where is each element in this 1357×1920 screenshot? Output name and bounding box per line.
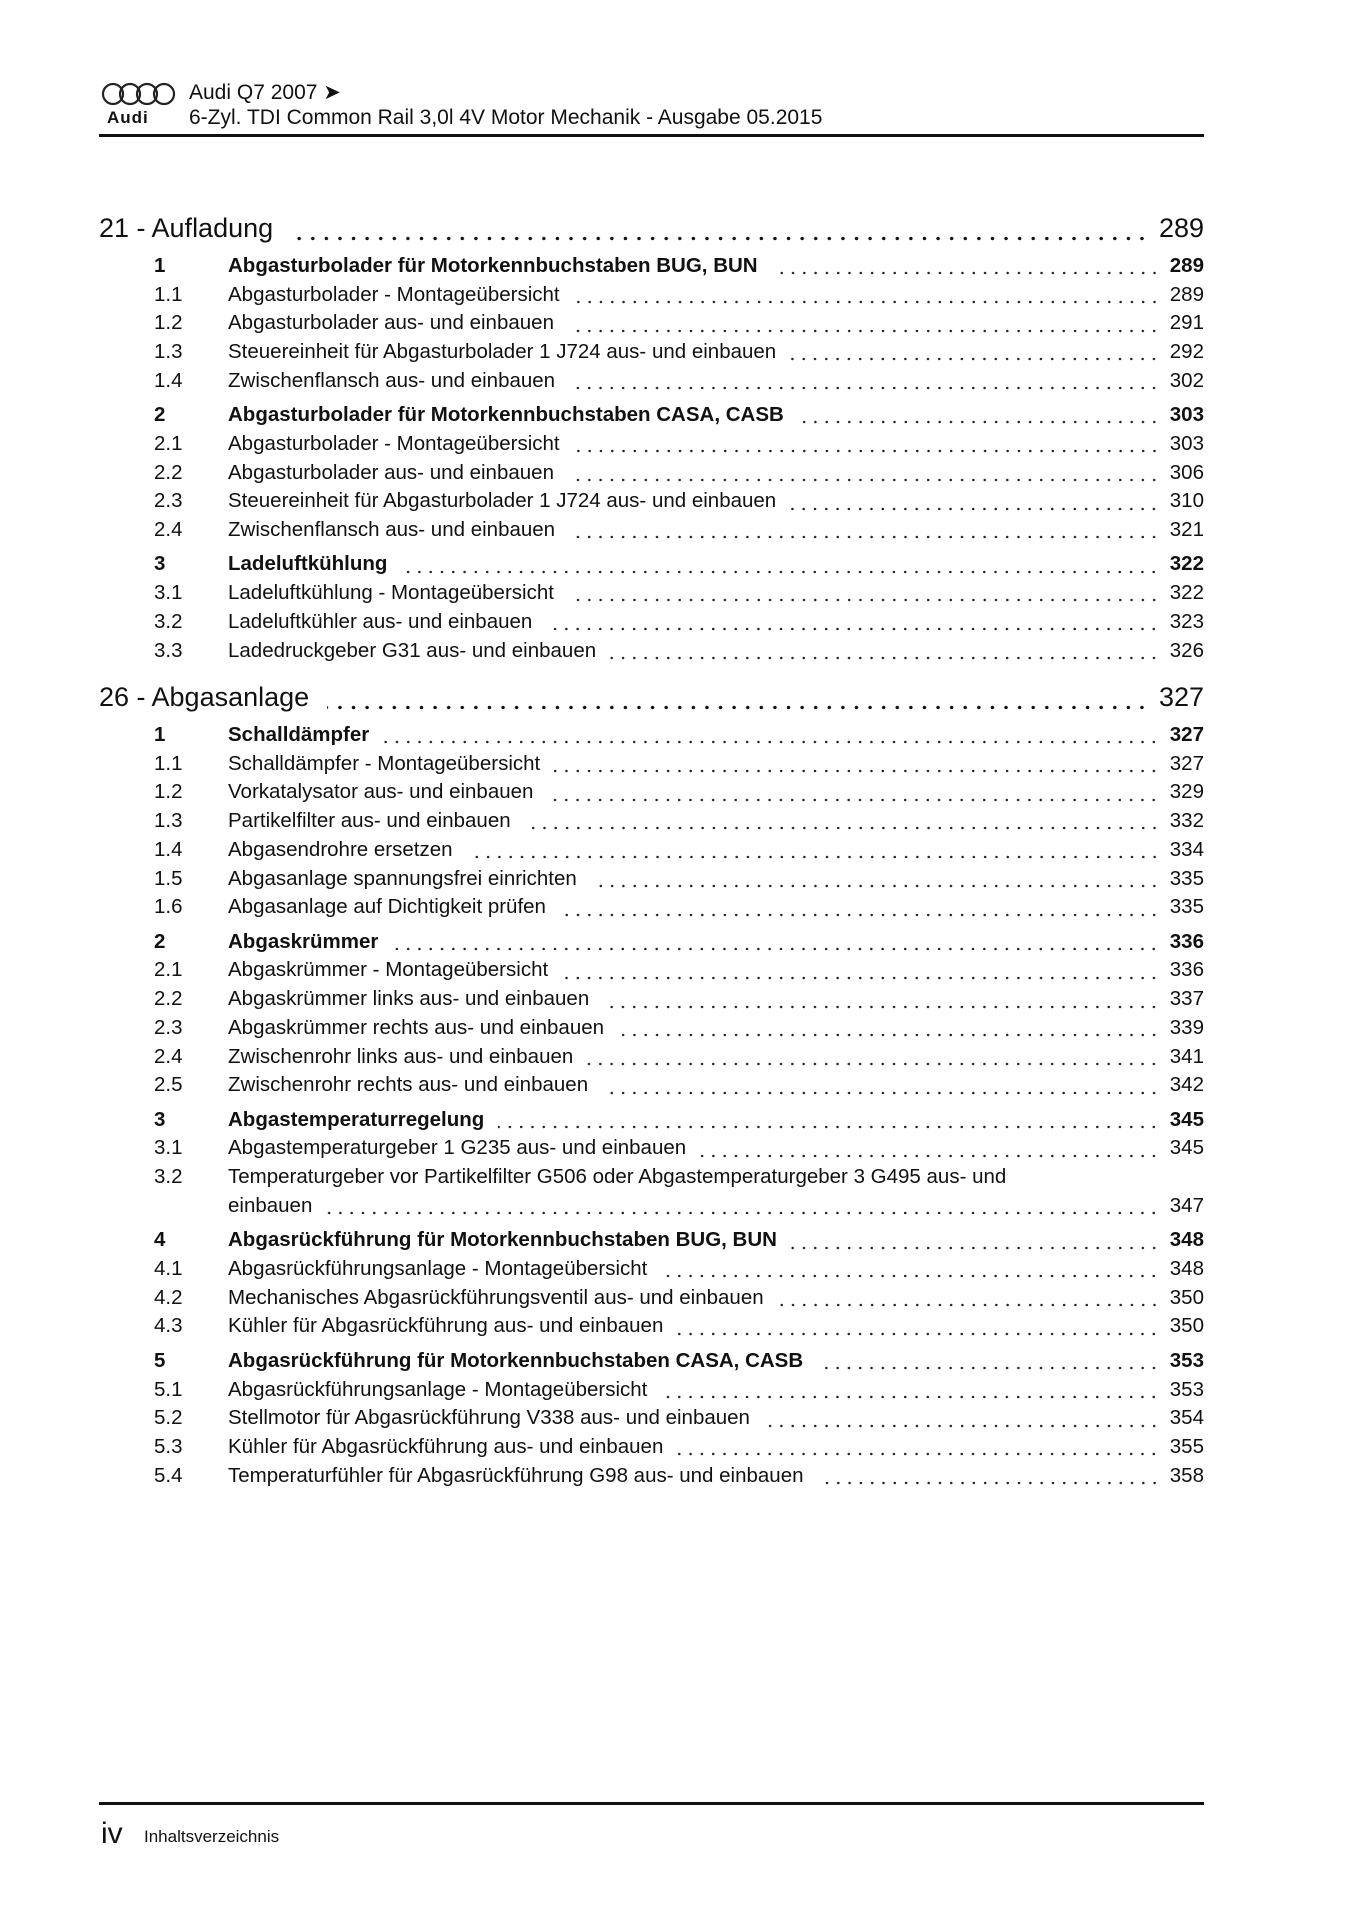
dot-leader [562, 976, 1160, 980]
audi-rings-icon [101, 82, 177, 106]
entry-title: Zwischenflansch aus- und einbauen [228, 517, 556, 541]
toc-entry[interactable] [99, 1284, 1204, 1313]
document-title: 6-Zyl. TDI Common Rail 3,0l 4V Motor Mechanik - Ausgabe 05.2015 [189, 106, 823, 129]
dot-leader [546, 627, 1159, 631]
entry-number: 4 [154, 1228, 166, 1252]
dot-leader [392, 947, 1159, 951]
entry-number: 5.3 [154, 1435, 183, 1459]
entry-page: 321 [1169, 517, 1204, 541]
entry-page: 302 [1169, 368, 1204, 392]
entry-title: Abgasrückführungsanlage - Montageübersicht [228, 1257, 648, 1281]
toc-entry[interactable] [99, 430, 1204, 459]
entry-number: 3 [154, 552, 166, 576]
toc-entry[interactable] [99, 367, 1204, 396]
toc-entry[interactable] [99, 487, 1204, 516]
entry-title: Abgasturbolader aus- und einbauen [228, 311, 554, 335]
entry-title: Abgaskrümmer links aus- und einbauen [228, 987, 590, 1011]
toc-entry[interactable] [99, 778, 1204, 807]
dot-leader [574, 449, 1160, 453]
toc-entry[interactable] [99, 338, 1204, 367]
toc-entry[interactable] [99, 750, 1204, 779]
dot-leader [618, 1033, 1160, 1037]
entry-title: Mechanisches Abgasrückführungsventil aus- und einbauen [228, 1285, 764, 1309]
entry-page: 345 [1169, 1136, 1204, 1160]
entry-page: 350 [1169, 1314, 1204, 1338]
entry-number: 1.2 [154, 311, 183, 335]
entry-title: Ladedruckgeber G31 aus- und einbauen [228, 638, 597, 662]
entry-number: 3.1 [154, 581, 183, 605]
entry-title: Kühler für Abgasrückführung aus- und einbauen [228, 1314, 664, 1338]
toc-entry[interactable] [99, 1043, 1204, 1072]
toc-entry[interactable] [99, 252, 1204, 281]
entry-number: 2.4 [154, 517, 183, 541]
chapter-heading[interactable] [99, 679, 1204, 715]
dot-leader [677, 1332, 1159, 1336]
toc-entry[interactable] [99, 309, 1204, 338]
footer-section-title: Inhaltsverzeichnis [144, 1827, 280, 1846]
entry-page: 303 [1169, 403, 1204, 427]
dot-leader [568, 478, 1160, 482]
entry-page: 339 [1169, 1015, 1204, 1039]
dot-leader [574, 300, 1160, 304]
toc-entry[interactable] [99, 1376, 1204, 1405]
entry-title: Abgaskrümmer - Montageübersicht [228, 958, 549, 982]
entry-title: Schalldämpfer - Montageübersicht [228, 751, 541, 775]
entry-title: Abgasturbolader aus- und einbauen [228, 460, 554, 484]
chapter-title: 26 - Abgasanlage [99, 682, 310, 713]
dot-leader [661, 1274, 1159, 1278]
dot-leader [554, 769, 1160, 773]
entry-page: 289 [1169, 253, 1204, 277]
dot-leader [764, 1424, 1160, 1428]
dot-leader [661, 1395, 1159, 1399]
entry-number: 2.4 [154, 1044, 183, 1068]
entry-number: 2.2 [154, 460, 183, 484]
entry-title: Abgasrückführung für Motorkennbuchstaben BUG, BUN [228, 1228, 777, 1252]
dot-leader [291, 236, 1149, 241]
entry-page: 355 [1169, 1435, 1204, 1459]
entry-page: 350 [1169, 1285, 1204, 1309]
entry-title: Abgastemperaturgeber 1 G235 aus- und einbauen [228, 1136, 687, 1160]
entry-title: Vorkatalysator aus- und einbauen [228, 780, 534, 804]
dot-leader [568, 598, 1160, 602]
entry-number: 5.2 [154, 1406, 183, 1430]
entry-title: Stellmotor für Abgasrückführung V338 aus- und einbauen [228, 1406, 750, 1430]
entry-title: Abgasturbolader - Montageübersicht [228, 282, 560, 306]
entry-page: 323 [1169, 609, 1204, 633]
entry-page: 326 [1169, 638, 1204, 662]
toc-entry[interactable] [99, 281, 1204, 310]
entry-number: 1.6 [154, 895, 183, 919]
toc-entry[interactable] [99, 550, 1204, 579]
chapter-title: 21 - Aufladung [99, 213, 274, 243]
entry-page: 348 [1169, 1257, 1204, 1281]
entry-number: 2 [154, 403, 166, 427]
toc-entry[interactable] [99, 1163, 1204, 1220]
dot-leader [569, 535, 1160, 539]
entry-number: 4.2 [154, 1285, 183, 1309]
entry-title: Abgasanlage spannungsfrei einrichten [228, 866, 577, 890]
entry-title: Temperaturgeber vor Partikelfilter G506 oder Abgastemperaturgeber 3 G495 aus- und [228, 1165, 1007, 1189]
entry-number: 5 [154, 1348, 166, 1372]
toc-entry[interactable] [99, 1255, 1204, 1284]
entry-number: 2.1 [154, 958, 183, 982]
entry-page: 310 [1169, 489, 1204, 513]
entry-title: Temperaturfühler für Abgasrückführung G98 aus- und einbauen [228, 1463, 804, 1487]
entry-page: 336 [1169, 958, 1204, 982]
entry-number: 2.5 [154, 1073, 183, 1097]
dot-leader [467, 855, 1160, 859]
chapter-heading[interactable] [99, 210, 1204, 246]
entry-page: 289 [1169, 282, 1204, 306]
toc-entry[interactable] [99, 1312, 1204, 1341]
audi-logo [99, 80, 179, 130]
entry-page: 335 [1169, 895, 1204, 919]
entry-number: 1.5 [154, 866, 183, 890]
entry-page: 345 [1169, 1107, 1204, 1131]
entry-number: 3 [154, 1107, 166, 1131]
toc-entry[interactable] [99, 1462, 1204, 1491]
entry-title-continuation-line [228, 1192, 1204, 1221]
toc-entry[interactable] [99, 1106, 1204, 1135]
entry-title-continuation: einbauen [228, 1193, 313, 1217]
entry-page: 353 [1169, 1348, 1204, 1372]
entry-number: 5.4 [154, 1463, 183, 1487]
toc-entry[interactable] [99, 893, 1204, 922]
toc-entry[interactable] [99, 608, 1204, 637]
entry-number: 1 [154, 253, 166, 277]
audi-wordmark: Audi [107, 108, 149, 127]
toc-entry[interactable] [99, 928, 1204, 957]
entry-number: 4.3 [154, 1314, 183, 1338]
entry-page: 332 [1169, 809, 1204, 833]
entry-page: 341 [1169, 1044, 1204, 1068]
dot-leader [790, 357, 1160, 361]
dot-leader [818, 1481, 1160, 1485]
entry-page: 335 [1169, 866, 1204, 890]
entry-title: Steuereinheit für Abgasturbolader 1 J724 aus- und einbauen [228, 339, 777, 363]
entry-number: 3.2 [154, 609, 183, 633]
entry-page: 337 [1169, 987, 1204, 1011]
entry-page: 334 [1169, 837, 1204, 861]
entry-title: Ladeluftkühler aus- und einbauen [228, 609, 533, 633]
entry-number: 1.2 [154, 780, 183, 804]
entry-title: Abgasrückführung für Motorkennbuchstaben CASA, CASB [228, 1348, 804, 1372]
toc-entry[interactable] [99, 1226, 1204, 1255]
dot-leader [326, 1211, 1159, 1215]
dot-leader [568, 329, 1160, 333]
dot-leader [790, 507, 1160, 511]
entry-number: 2 [154, 929, 166, 953]
entry-title: Abgaskrümmer [228, 929, 379, 953]
toc-entry[interactable] [99, 836, 1204, 865]
dot-leader [547, 798, 1159, 802]
entry-page: 303 [1169, 431, 1204, 455]
dot-leader [677, 1452, 1159, 1456]
entry-number: 3.2 [154, 1165, 183, 1189]
entry-number: 2.3 [154, 1015, 183, 1039]
toc-entry[interactable] [99, 956, 1204, 985]
entry-page: 322 [1169, 552, 1204, 576]
entry-number: 1.3 [154, 339, 183, 363]
entry-number: 3.3 [154, 638, 183, 662]
page-header [99, 78, 1204, 137]
entry-page: 354 [1169, 1406, 1204, 1430]
toc-entry[interactable] [99, 637, 1204, 666]
entry-title: Kühler für Abgasrückführung aus- und einbauen [228, 1435, 664, 1459]
toc-entry[interactable] [99, 401, 1204, 430]
toc-entry[interactable] [99, 865, 1204, 894]
toc-entry[interactable] [99, 1071, 1204, 1100]
entry-title-block [228, 1163, 1204, 1220]
toc-entry[interactable] [99, 1014, 1204, 1043]
entry-title: Abgaskrümmer rechts aus- und einbauen [228, 1015, 605, 1039]
entry-title: Ladeluftkühlung [228, 552, 388, 576]
dot-leader [498, 1125, 1159, 1129]
entry-title: Abgasturbolader für Motorkennbuchstaben BUG, BUN [228, 253, 758, 277]
entry-page: 322 [1169, 581, 1204, 605]
entry-number: 1.1 [154, 282, 183, 306]
dot-leader [602, 1091, 1160, 1095]
entry-title: Abgasanlage auf Dichtigkeit prüfen [228, 895, 546, 919]
entry-number: 2.3 [154, 489, 183, 513]
entry-title: Zwischenrohr links aus- und einbauen [228, 1044, 574, 1068]
dot-leader [587, 1062, 1160, 1066]
entry-number: 1 [154, 723, 166, 747]
entry-page: 291 [1169, 311, 1204, 335]
entry-title: Abgasturbolader für Motorkennbuchstaben CASA, CASB [228, 403, 784, 427]
entry-number: 4.1 [154, 1257, 183, 1281]
entry-title: Zwischenflansch aus- und einbauen [228, 368, 556, 392]
page-number: iv [101, 1817, 123, 1850]
toc-entry[interactable] [99, 721, 1204, 750]
toc-entry[interactable] [99, 1347, 1204, 1376]
entry-number: 5.1 [154, 1377, 183, 1401]
entry-title: Zwischenrohr rechts aus- und einbauen [228, 1073, 589, 1097]
entry-page: 327 [1169, 723, 1204, 747]
dot-leader [778, 1303, 1160, 1307]
dot-leader [525, 826, 1160, 830]
toc-entry[interactable] [99, 459, 1204, 488]
entry-number: 1.4 [154, 837, 183, 861]
entry-number: 1.3 [154, 809, 183, 833]
chapter-page: 289 [1158, 213, 1204, 243]
entry-title: Abgasrückführungsanlage - Montageübersicht [228, 1377, 648, 1401]
entry-page: 329 [1169, 780, 1204, 804]
entry-page: 327 [1169, 751, 1204, 775]
dot-leader [569, 386, 1160, 390]
toc-entry[interactable] [99, 807, 1204, 836]
entry-title: Abgasendrohre ersetzen [228, 837, 453, 861]
entry-page: 353 [1169, 1377, 1204, 1401]
dot-leader [817, 1366, 1160, 1370]
page-footer [99, 1802, 1204, 1850]
toc-entry[interactable] [99, 1404, 1204, 1433]
toc-entry[interactable] [99, 1134, 1204, 1163]
dot-leader [772, 271, 1160, 275]
dot-leader [560, 913, 1160, 917]
toc-entry[interactable] [99, 1433, 1204, 1462]
entry-title: Ladeluftkühlung - Montageübersicht [228, 581, 554, 605]
entry-title: Abgastemperaturregelung [228, 1107, 485, 1131]
document-model: Audi Q7 2007 ➤ [189, 81, 341, 104]
entry-number: 3.1 [154, 1136, 183, 1160]
dot-leader [798, 420, 1160, 424]
entry-page: 342 [1169, 1073, 1204, 1097]
entry-page: 292 [1169, 339, 1204, 363]
chapter-page: 327 [1158, 682, 1204, 713]
entry-page: 347 [1169, 1193, 1204, 1217]
table-of-contents [99, 210, 1204, 1491]
toc-entry[interactable] [99, 516, 1204, 545]
dot-leader [591, 884, 1160, 888]
entry-page: 336 [1169, 929, 1204, 953]
entry-number: 1.1 [154, 751, 183, 775]
dot-leader [327, 705, 1149, 710]
entry-page: 348 [1169, 1228, 1204, 1252]
entry-title: Partikelfilter aus- und einbauen [228, 809, 511, 833]
dot-leader [700, 1154, 1160, 1158]
entry-title: Abgasturbolader - Montageübersicht [228, 431, 560, 455]
entry-page: 306 [1169, 460, 1204, 484]
dot-leader [610, 656, 1160, 660]
dot-leader [383, 740, 1160, 744]
entry-number: 2.2 [154, 987, 183, 1011]
toc-entry[interactable] [99, 985, 1204, 1014]
dot-leader [791, 1246, 1160, 1250]
entry-number: 2.1 [154, 431, 183, 455]
entry-number: 1.4 [154, 368, 183, 392]
dot-leader [603, 1005, 1160, 1009]
dot-leader [401, 570, 1159, 574]
entry-page: 358 [1169, 1463, 1204, 1487]
entry-title: Schalldämpfer [228, 723, 370, 747]
toc-entry[interactable] [99, 579, 1204, 608]
entry-title: Steuereinheit für Abgasturbolader 1 J724 aus- und einbauen [228, 489, 777, 513]
